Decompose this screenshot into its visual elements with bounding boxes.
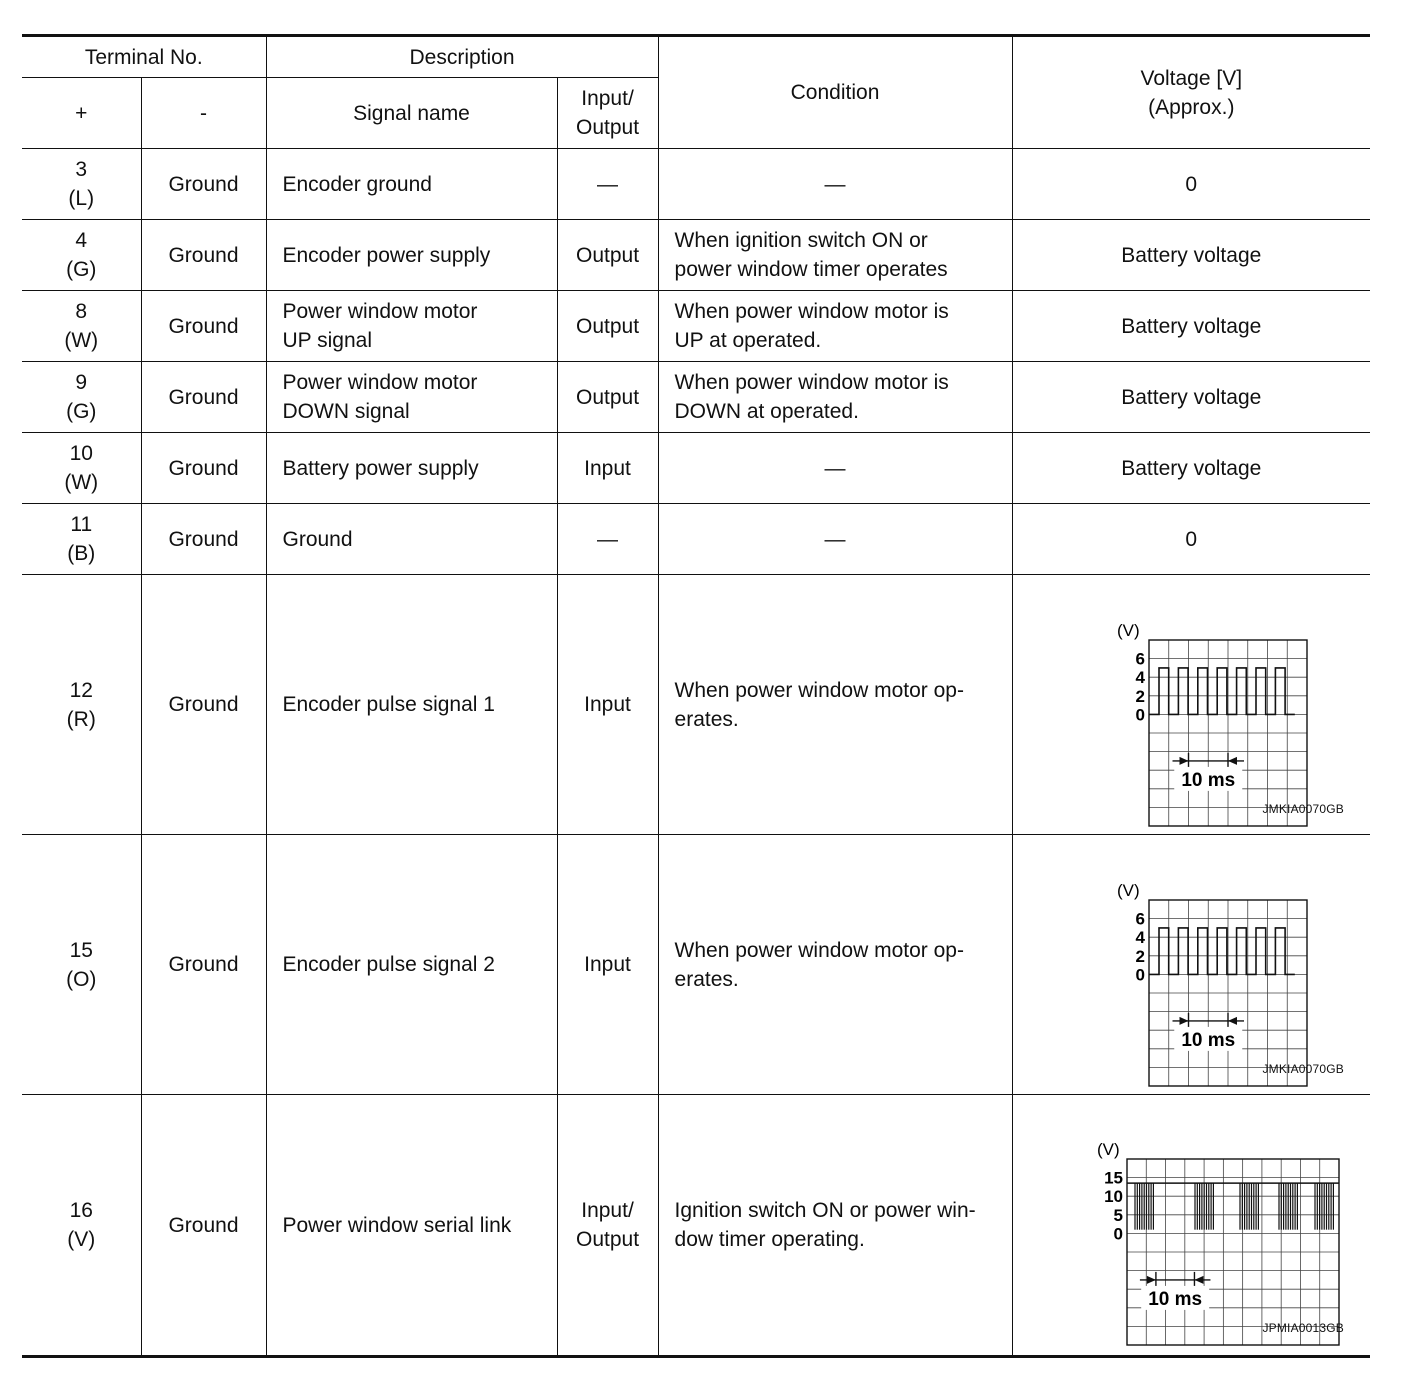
y-tick-label: 5 [1113, 1205, 1124, 1225]
signal-name-line: DOWN signal [282, 400, 410, 423]
table-row [22, 504, 1370, 575]
terminal-minus-cell: Ground [141, 1095, 266, 1357]
input-output-line: Output [575, 243, 640, 267]
signal-name-cell [266, 1095, 557, 1357]
input-output-cell [557, 835, 658, 1095]
terminal-number: 11 [70, 513, 93, 536]
serial-burst [1315, 1183, 1333, 1230]
terminal-minus-cell: Ground [141, 362, 266, 433]
input-output-cell [557, 433, 658, 504]
wire-color: (W) [64, 471, 99, 494]
y-tick-label: 0 [1135, 964, 1146, 984]
y-tick-label: 4 [1135, 667, 1146, 687]
input-output-cell [557, 1095, 658, 1357]
condition-line: Ignition switch ON or power win- [674, 1199, 976, 1222]
serial-burst [1240, 1183, 1258, 1230]
signal-name-line: Encoder pulse signal 1 [282, 693, 495, 716]
table-row [22, 362, 1370, 433]
arrow-right-icon [1180, 1016, 1189, 1024]
arrow-left-icon [1195, 1276, 1204, 1284]
y-tick-label: 6 [1135, 909, 1146, 929]
signal-name-line: Encoder ground [282, 172, 432, 196]
voltage-value: Battery voltage [1121, 456, 1262, 480]
voltage-value: 0 [1185, 527, 1198, 551]
wire-color: (G) [66, 400, 97, 423]
header-terminal-no: Terminal No. [22, 36, 266, 78]
signal-name-cell [266, 291, 557, 362]
unit-label: (V) [1097, 1140, 1120, 1159]
condition-line: — [824, 527, 846, 551]
terminal-number: 4 [75, 229, 88, 252]
figure-code: JMKIA0070GB [1262, 1061, 1345, 1076]
arrow-left-icon [1228, 1016, 1237, 1024]
time-scale-label: 10 ms [1181, 1029, 1236, 1051]
header-io-line1: Input/ [581, 87, 634, 110]
condition-line: dow timer operating. [674, 1228, 865, 1251]
input-output-cell [557, 291, 658, 362]
terminal-minus-cell: Ground [141, 504, 266, 575]
input-output-cell [557, 149, 658, 220]
y-tick-label: 0 [1113, 1224, 1124, 1244]
signal-name-cell [266, 220, 557, 291]
signal-name-line: UP signal [282, 329, 372, 352]
header-voltage-line2: (Approx.) [1148, 95, 1235, 119]
unit-label: (V) [1117, 880, 1140, 900]
terminal-number: 10 [69, 442, 93, 465]
signal-name-line: Encoder power supply [282, 243, 491, 267]
header-voltage-line1: Voltage [V] [1140, 66, 1243, 90]
terminal-number: 8 [75, 300, 88, 323]
y-tick-label: 10 [1104, 1187, 1124, 1207]
serial-burst [1279, 1183, 1297, 1230]
condition-cell [658, 291, 1012, 362]
table-row [22, 291, 1370, 362]
voltage-cell [1012, 362, 1370, 433]
voltage-cell [1012, 433, 1370, 504]
voltage-value: Battery voltage [1121, 314, 1262, 338]
wire-color: (V) [67, 1228, 96, 1251]
header-plus: + [22, 78, 141, 149]
header-input-output [557, 78, 658, 149]
unit-label: (V) [1117, 620, 1140, 640]
y-tick-label: 2 [1135, 686, 1146, 706]
condition-line: — [824, 172, 846, 196]
table-row [22, 433, 1370, 504]
header-signal-name: Signal name [266, 78, 557, 149]
input-output-cell [557, 504, 658, 575]
input-output-line: Output [575, 1228, 640, 1251]
condition-cell [658, 362, 1012, 433]
signal-name-line: Power window serial link [282, 1213, 512, 1237]
signal-name-cell [266, 575, 557, 835]
arrow-left-icon [1228, 756, 1237, 764]
condition-cell [658, 220, 1012, 291]
waveform-figure [1013, 1095, 1371, 1355]
condition-line: When power window motor is [674, 300, 949, 323]
input-output-cell [557, 575, 658, 835]
pulse-trace [1149, 927, 1295, 974]
wire-color: (L) [68, 187, 95, 210]
y-tick-label: 0 [1135, 704, 1146, 724]
terminal-spec-table [22, 34, 1370, 1358]
terminal-plus-cell [22, 149, 141, 220]
table-row [22, 835, 1370, 1095]
terminal-plus-cell [22, 362, 141, 433]
terminal-minus-cell: Ground [141, 835, 266, 1095]
terminal-minus-cell: Ground [141, 433, 266, 504]
voltage-cell [1012, 1095, 1370, 1357]
condition-line: — [824, 456, 846, 480]
waveform-figure [1013, 836, 1371, 1094]
condition-line: When power window motor op- [674, 678, 964, 702]
voltage-cell [1012, 149, 1370, 220]
voltage-cell [1012, 291, 1370, 362]
condition-line: When ignition switch ON or [674, 229, 928, 252]
input-output-line: — [597, 527, 618, 551]
arrow-right-icon [1147, 1276, 1156, 1284]
terminal-minus-cell: Ground [141, 291, 266, 362]
input-output-line: Input [584, 456, 631, 480]
table-row [22, 1095, 1370, 1357]
condition-line: DOWN at operated. [674, 400, 859, 423]
condition-line: When power window motor is [674, 371, 949, 394]
table-row [22, 149, 1370, 220]
signal-name-cell [266, 433, 557, 504]
terminal-number: 3 [75, 158, 88, 181]
signal-name-cell [266, 835, 557, 1095]
condition-cell [658, 433, 1012, 504]
condition-line: When power window motor op- [674, 938, 964, 962]
terminal-minus-cell: Ground [141, 220, 266, 291]
table-row [22, 575, 1370, 835]
serial-burst [1135, 1183, 1153, 1230]
condition-line: UP at operated. [674, 329, 822, 352]
terminal-plus-cell [22, 835, 141, 1095]
terminal-number: 15 [69, 938, 93, 962]
voltage-value: Battery voltage [1121, 243, 1262, 267]
condition-line: erates. [674, 967, 739, 991]
condition-line: power window timer operates [674, 258, 948, 281]
terminal-plus-cell [22, 291, 141, 362]
wire-color: (G) [66, 258, 97, 281]
terminal-number: 16 [69, 1199, 93, 1222]
wire-color: (R) [66, 707, 96, 731]
condition-line: erates. [674, 707, 739, 731]
terminal-minus-cell: Ground [141, 575, 266, 835]
wire-color: (B) [67, 542, 96, 565]
figure-code: JMKIA0070GB [1262, 801, 1345, 816]
time-scale-label: 10 ms [1181, 769, 1236, 791]
signal-name-cell [266, 149, 557, 220]
wire-color: (W) [64, 329, 99, 352]
pulse-trace [1149, 667, 1295, 714]
input-output-line: — [597, 172, 618, 196]
header-condition: Condition [658, 36, 1012, 149]
terminal-number: 12 [69, 678, 93, 702]
signal-name-cell [266, 504, 557, 575]
input-output-line: Output [575, 385, 640, 409]
y-tick-label: 2 [1135, 946, 1146, 966]
figure-code: JPMIA0013GB [1262, 1321, 1345, 1335]
table-row [22, 220, 1370, 291]
y-tick-label: 4 [1135, 927, 1146, 947]
terminal-plus-cell [22, 220, 141, 291]
voltage-cell [1012, 220, 1370, 291]
voltage-cell [1012, 575, 1370, 835]
arrow-right-icon [1180, 756, 1189, 764]
header-description: Description [266, 36, 658, 78]
time-scale-label: 10 ms [1148, 1288, 1203, 1310]
input-output-cell [557, 220, 658, 291]
input-output-line: Input [584, 693, 631, 716]
serial-burst [1195, 1183, 1213, 1230]
signal-name-line: Ground [282, 527, 353, 551]
waveform-figure [1013, 576, 1371, 834]
header-io-line2: Output [575, 116, 640, 139]
condition-cell [658, 504, 1012, 575]
terminal-plus-cell [22, 575, 141, 835]
condition-cell [658, 575, 1012, 835]
voltage-cell [1012, 504, 1370, 575]
signal-name-cell [266, 362, 557, 433]
y-tick-label: 6 [1135, 649, 1146, 669]
signal-name-line: Battery power supply [282, 456, 479, 480]
input-output-line: Input/ [581, 1199, 634, 1222]
signal-name-line: Power window motor [282, 300, 478, 323]
condition-cell [658, 835, 1012, 1095]
input-output-line: Output [575, 314, 640, 338]
header-minus: - [141, 78, 266, 149]
header-voltage [1012, 36, 1370, 149]
wire-color: (O) [66, 967, 97, 991]
voltage-value: Battery voltage [1121, 385, 1262, 409]
y-tick-label: 15 [1104, 1168, 1124, 1188]
voltage-cell [1012, 835, 1370, 1095]
signal-name-line: Power window motor [282, 371, 478, 394]
terminal-plus-cell [22, 1095, 141, 1357]
condition-cell [658, 1095, 1012, 1357]
terminal-number: 9 [75, 371, 88, 394]
input-output-line: Input [584, 953, 631, 976]
voltage-value: 0 [1185, 172, 1198, 196]
signal-name-line: Encoder pulse signal 2 [282, 953, 495, 976]
terminal-plus-cell [22, 504, 141, 575]
input-output-cell [557, 362, 658, 433]
terminal-plus-cell [22, 433, 141, 504]
condition-cell [658, 149, 1012, 220]
terminal-minus-cell: Ground [141, 149, 266, 220]
